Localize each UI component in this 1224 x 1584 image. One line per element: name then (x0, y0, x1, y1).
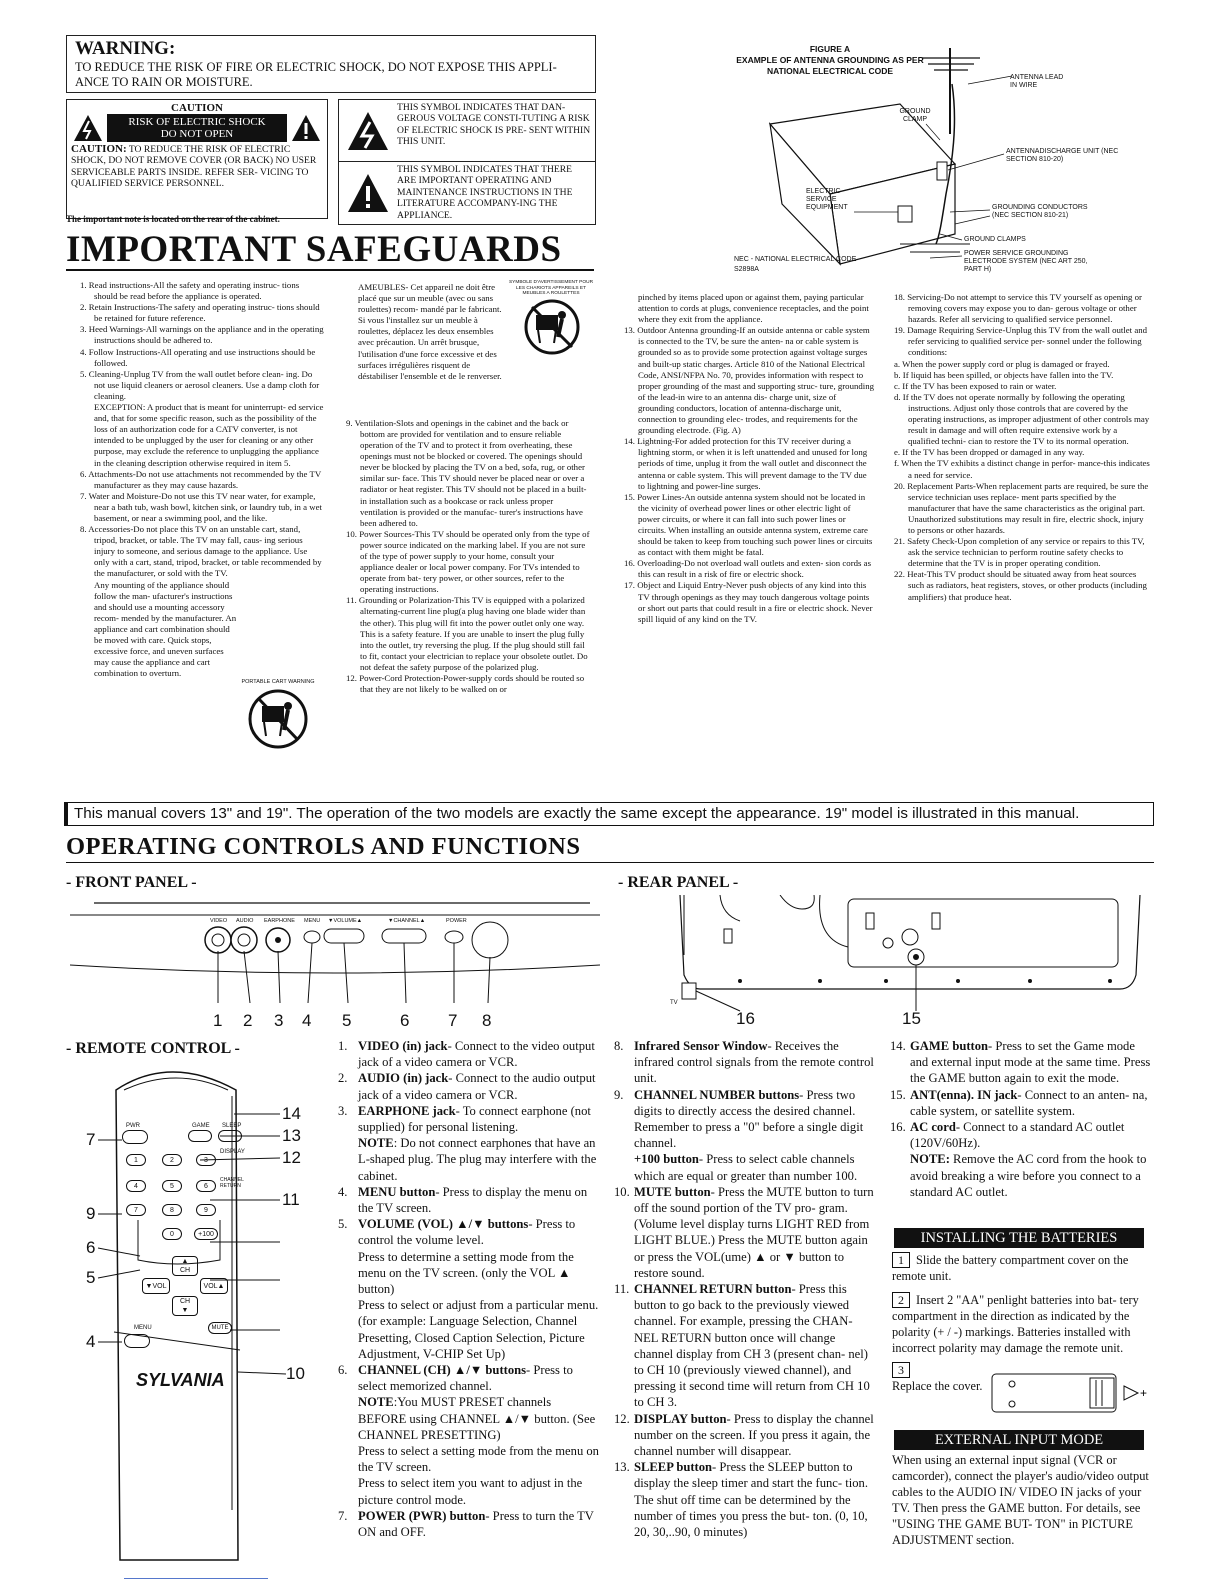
figure-subtitle1: EXAMPLE OF ANTENNA GROUNDING AS PER (736, 55, 924, 65)
remote-key-100[interactable]: +100 (194, 1228, 218, 1240)
function-item (614, 1038, 876, 1087)
safeguard-item: 2. Retain Instructions-The safety and operating instruc- tions should be retained for future reference. (80, 302, 320, 324)
remote-key-8[interactable]: 8 (162, 1204, 182, 1216)
rear-label-tv: TV (670, 1000, 678, 1006)
safeguard-item: 1. Read instructions-All the safety and operating instruc- tions should be read before the appliance is operated. (80, 280, 300, 302)
safeguard-item: 19. Damage Requiring Service-Unplug this TV from the wall outlet and refer servicing to qualified service per- sonnel under the following conditions: (894, 325, 1148, 358)
label-nec: NEC - NATIONAL ELECTRICAL CODE (734, 256, 857, 263)
remote-pwr-label: PWR (126, 1123, 140, 1129)
function-item-text: - Press to set the Game mode and external input mode at the same time. Press the GAME button again to exit the mode. (910, 1039, 1151, 1086)
caution-badge-line2: DO NOT OPEN (160, 128, 234, 140)
function-item-number: 8. (614, 1039, 624, 1053)
figure-title: FIGURE A (809, 44, 851, 54)
footer-link-line (124, 1578, 268, 1579)
safeguard-item: 18. Servicing-Do not attempt to service this TV yourself as opening or removing covers may expose you to dan- gerous voltage or other hazards. Refer all servicing to qualified service personnel. (894, 292, 1142, 325)
function-item-text: - Press to control the volume level. (358, 1217, 576, 1248)
function-item-number: 15. (890, 1087, 906, 1102)
safeguard-item: pinched by items placed upon or against them, paying particular attention to cords at plugs, convenience receptacles, and the point where they exit from the appliance. (638, 292, 869, 325)
remote-num-14: 14 (282, 1104, 301, 1123)
function-item (338, 1394, 600, 1443)
lightning-symbol-text: THIS SYMBOL INDICATES THAT DAN- GEROUS VOLTAGE CONSTI-TUTING A RISK OF ELECTRIC SHOCK IS PRE- SENT WITHIN THIS UNIT. (397, 102, 591, 148)
safeguard-item: d. If the TV does not operate normally by following the operating instructions. Adjust only those controls that are covered by the operating instructions, as improper adjustment of other controls may result in damage and will often require extensive work by a qualified techni- cian to restore the TV to its normal operation. (894, 391, 1150, 447)
rear-panel-diagram (640, 895, 1160, 1035)
front-label-power: POWER (446, 918, 467, 924)
function-item (338, 1475, 600, 1507)
function-item-name: NOTE (358, 1395, 394, 1410)
french-cart-figure (508, 280, 594, 362)
function-item-name: CHANNEL RETURN button (634, 1282, 792, 1297)
safeguard-item: 7. Water and Moisture-Do not use this TV near water, for example, near a bath tub, wash bowl, kitchen sink, or laundry tub, in a wet basement, or near a swimming pool, and the like. (80, 490, 322, 523)
front-num-2: 2 (243, 1011, 253, 1030)
functions-col3 (890, 1038, 1152, 1200)
function-item-text: - Press the SLEEP button to display the sleep timer and start the func- tion. The shut off time can be determined by the number of times you press the but- ton. (0, 10, 20, 30,..90, 0 minutes) (634, 1460, 868, 1540)
safeguard-item: 15. Power Lines-An outside antenna system should not be located in the vicinity of overhead power lines or other electric light of power circuits, or where it can fall into such power lines or circuits. When installing an outside antenna system, extreme care should be taken to keep from touching such power lines or circuits as contact with them might be fatal. (624, 491, 873, 558)
remote-game-button[interactable] (188, 1130, 212, 1142)
function-item-name: SLEEP button (634, 1460, 713, 1475)
label-figure-code: S2898A (734, 266, 759, 273)
battery-step-1 (892, 1252, 1148, 1284)
function-item-text: - Press to select cable channels which are equal or greater than number 100. (634, 1152, 858, 1183)
function-item-number: 2. (338, 1071, 348, 1086)
function-item-number: 16. (890, 1120, 906, 1135)
remote-key-2[interactable]: 2 (162, 1154, 182, 1166)
function-item-text: Press to determine a setting mode from the menu on the TV screen. (only the VOL ▲ button) (358, 1249, 574, 1297)
functions-col3-list (890, 1038, 1152, 1200)
cart-warning-label: PORTABLE CART WARNING (241, 679, 315, 685)
remote-key-3[interactable]: 3 (196, 1154, 216, 1166)
remote-diagram (80, 1060, 330, 1580)
function-item (614, 1411, 876, 1460)
remote-num-11: 11 (282, 1190, 300, 1209)
function-item-text: :You MUST PRESET channels BEFORE using CHANNEL ▲/▼ button. (See CHANNEL PRESETTING) (358, 1395, 596, 1442)
remote-num-7: 7 (86, 1130, 96, 1149)
exclamation-symbol-icon (346, 172, 390, 214)
function-item-name: Infrared Sensor Window (634, 1039, 768, 1053)
function-item-name: VOLUME (VOL) ▲/▼ buttons (358, 1217, 529, 1232)
safeguard-item-fr: AMEUBLES- Cet appareil ne doit être placé que sur un meuble (avec ou sans roulettes) recom- mandé par le fabricant. Si vous l'installez sur un meuble à roulettes, déplacez les deux ensembles avec précaution. Un arrêt brusque, l'utilisation d'une force excessive et des surfaces irrégulières risquent de déstabiliser l'ensemble et de le renverser. (358, 282, 502, 381)
front-num-5: 5 (342, 1011, 352, 1030)
remote-display-label: DISPLAY (220, 1149, 245, 1155)
function-item-text: - Receives the infrared control signals from the remote control unit. (634, 1039, 874, 1086)
safeguard-item: 9. Ventilation-Slots and openings in the cabinet and the back or bottom are provided for ventilation and to ensure reliable operation of the TV and to protect it from overheating, these openings must not be blocked or covered. The openings should never be blocked by placing the TV on a bed, sofa, rug, or other similar sur- face. This TV should never be placed near or over a radiator or heat register. This TV should not be placed in a built-in installation such as a bookcase or rack unless proper ventilation is provided or the manufac- turer's instructions have been adhered to. (346, 417, 587, 528)
safeguard-item: 4. Follow Instructions-All operating and use instructions should be followed. (80, 346, 316, 368)
safeguard-item: f. When the TV exhibits a distinct change in perfor- mance-this indicates a need for service. (894, 458, 1150, 480)
safeguards-col1 (80, 280, 324, 679)
symbol-row-exclaim (339, 162, 595, 224)
cart-warning-icon (248, 686, 308, 752)
function-item-number: 10. (614, 1184, 630, 1199)
remote-num-9: 9 (86, 1204, 96, 1223)
front-num-7: 7 (448, 1011, 458, 1030)
function-item-name: GAME button (910, 1039, 989, 1053)
safeguards-col4 (894, 292, 1150, 603)
function-item-number: 5. (338, 1217, 348, 1232)
remote-num-6: 6 (86, 1238, 96, 1257)
battery-step-2 (892, 1292, 1148, 1356)
remote-key-6[interactable]: 6 (196, 1180, 216, 1192)
function-item (338, 1216, 600, 1248)
function-item-number: 1. (338, 1039, 348, 1053)
remote-brand-logo: SYLVANIA (136, 1370, 225, 1390)
function-item (338, 1443, 600, 1475)
caution-box (66, 99, 328, 219)
front-label-menu: MENU (304, 918, 321, 924)
function-item-text: - Press to display the channel number on the screen. If you press it again, the channel number will disappear. (634, 1411, 874, 1459)
function-item-number: 7. (338, 1508, 348, 1523)
function-item-name: MENU button (358, 1184, 436, 1199)
safeguard-item: e. If the TV has been dropped or damaged in any way. (894, 447, 1085, 458)
function-item-number: 11. (614, 1282, 630, 1297)
safeguard-item: a. When the power supply cord or plug is damaged or frayed. (894, 358, 1110, 369)
remote-key-7[interactable]: 7 (126, 1204, 146, 1216)
function-item (614, 1087, 876, 1152)
manual-note-text: This manual covers 13" and 19". The operation of the two models are exactly the same except the appearance. 19" model is illustrated in this manual. (74, 805, 1080, 822)
lightning-triangle-icon (73, 114, 103, 142)
remote-key-4[interactable]: 4 (126, 1180, 146, 1192)
remote-num-12: 12 (282, 1148, 301, 1167)
front-label-earphone: EARPHONE (264, 918, 295, 924)
function-item-name: VIDEO (in) jack (358, 1039, 448, 1053)
label-grounding-conductors: GROUNDING CONDUCTORS (NEC SECTION 810-21) (992, 204, 1088, 219)
function-item (338, 1362, 600, 1394)
function-item (338, 1103, 600, 1135)
remote-key-9[interactable]: 9 (196, 1204, 216, 1216)
remote-num-13: 13 (282, 1126, 301, 1145)
svg-text:+: + (1140, 1386, 1148, 1400)
remote-num-10: 10 (286, 1364, 305, 1383)
function-item-text: - Connect to the audio output jack of a video camera or VCR. (358, 1071, 596, 1102)
function-item-number: 14. (890, 1039, 906, 1053)
symbol-row-lightning (339, 100, 595, 162)
safeguard-item: 11. Grounding or Polarization-This TV is equipped with a polarized alternating-current line plug(a plug having one blade wider than the other). This plug will fit into the power outlet only one way. This is a safety feature. If you are unable to insert the plug fully into the outlet, try reversing the plug. If the plug should still fail to fit, contact your electrician to replace your obsolete outlet. Do not defeat the safety purpose of the polarized plug. (346, 595, 588, 672)
safeguard-item: 21. Safety Check-Upon completion of any service or repairs to this TV, ask the service technician to perform routine safety checks to determine that the TV is in proper operating condition. (894, 536, 1145, 569)
remote-ch-up-label: CH (179, 1267, 191, 1274)
remote-key-1[interactable]: 1 (126, 1154, 146, 1166)
function-item (338, 1070, 600, 1102)
front-panel-diagram (70, 895, 600, 1035)
function-item-text: Press to select item you want to adjust in the picture control mode. (358, 1476, 583, 1507)
manual-note-bar (64, 802, 1154, 826)
safeguard-item: 6. Attachments-Do not use attachments not recommended by the TV manufacturer as they may cause hazards. (80, 468, 322, 490)
rear-panel-drawing (640, 895, 1160, 1015)
functions-col1-list (338, 1038, 600, 1540)
function-item (338, 1249, 600, 1298)
function-item-name: NOTE (358, 1136, 394, 1151)
caution-note: The important note is located on the rear of the cabinet. (66, 214, 280, 224)
label-discharge-unit: ANTENNADISCHARGE UNIT (NEC SECTION 810-20) (1006, 148, 1119, 163)
remote-chret-label: CHANNEL RETURN (220, 1177, 244, 1189)
safeguard-item: b. If liquid has been spilled, or objects have fallen into the TV. (894, 369, 1114, 380)
function-item-name: POWER (PWR) button (358, 1508, 486, 1523)
safeguard-item: 12. Power-Cord Protection-Power-supply cords should be routed so that they are not likely to be walked on or (346, 673, 585, 695)
function-item-name: CHANNEL NUMBER buttons (634, 1087, 800, 1102)
battery-cover-icon (990, 1370, 1150, 1416)
function-item-number: 3. (338, 1103, 348, 1118)
batteries-heading: INSTALLING THE BATTERIES (894, 1228, 1144, 1248)
function-item-text: Remove the AC cord from the hook to avoid breaking a wire before you connect to a standard AC outlet. (910, 1152, 1147, 1199)
function-item-text: - Press two digits to directly access the desired channel. Remember to press a "0" before a single digit channel. (634, 1087, 864, 1151)
safeguard-item: 3. Heed Warnings-All warnings on the appliance and in the operating instructions should be adhered to. (80, 324, 324, 346)
remote-menu-label: MENU (134, 1325, 152, 1331)
function-item (614, 1151, 876, 1183)
function-item (338, 1038, 600, 1070)
function-item-text: - Connect to the video output jack of a video camera or VCR. (358, 1039, 595, 1070)
function-item-text: - Press this button to go back to the previously viewed channel. For example, pressing the CHAN- NEL RETURN button once will change channel display from CH 3 (present chan- nel) to CH 10 (previously viewed channel), and pressing it second time will return from CH 10 to CH 3. (634, 1282, 870, 1410)
safeguard-item: 22. Heat-This TV product should be situated away from heat sources such as radiators, heat registers, stoves, or other products (including amplifiers) that produce heat. (894, 569, 1147, 602)
front-num-1: 1 (213, 1011, 223, 1030)
front-panel-heading: - FRONT PANEL - (66, 874, 197, 891)
functions-col2 (614, 1038, 876, 1540)
safeguard-item: 20. Replacement Parts-When replacement parts are required, be sure the service technician uses replace- ment parts specified by the manufacturer that have the same characteristics as the original part. Unauthorized substitutions may result in fire, electric shock, injury to persons or other hazards. (894, 480, 1149, 535)
warning-title: WARNING: (75, 38, 176, 59)
functions-col2-list (614, 1038, 876, 1540)
symbol-box (338, 99, 596, 225)
warning-text: TO REDUCE THE RISK OF FIRE OR ELECTRIC SHOCK, DO NOT EXPOSE THIS APPLI- ANCE TO RAIN OR MOISTURE. (75, 60, 557, 89)
front-num-8: 8 (482, 1011, 492, 1030)
remote-mute-button[interactable]: MUTE (208, 1322, 232, 1334)
remote-ch-down-button[interactable]: CH ▼ (172, 1296, 198, 1316)
caution-badge-line1: RISK OF ELECTRIC SHOCK (128, 116, 266, 128)
label-ground-clamp: GROUND CLAMP (899, 108, 931, 123)
function-item-text: Press to select a setting mode from the menu on the TV screen. (358, 1444, 599, 1475)
warning-box (66, 35, 596, 93)
front-num-6: 6 (400, 1011, 410, 1030)
front-label-channel: ▼CHANNEL▲ (388, 918, 426, 924)
label-power-service: POWER SERVICE GROUNDING ELECTRODE SYSTEM (NEC ART 250, PART H) (964, 250, 1088, 273)
function-item (614, 1281, 876, 1411)
french-cart-label: SYMBOLE D'AVERTISSEMENT POUR LES CHARIOTS APPAREILS ET MEUBLES A ROULETTES (508, 280, 594, 296)
front-num-3: 3 (274, 1011, 284, 1030)
function-item (890, 1119, 1152, 1151)
function-item (890, 1087, 1152, 1119)
caution-badge (107, 114, 287, 142)
label-ground-clamps: GROUND CLAMPS (964, 236, 1026, 243)
remote-heading: - REMOTE CONTROL - (66, 1040, 240, 1057)
function-item-name: DISPLAY button (634, 1411, 727, 1426)
function-item-text: - Connect to an anten- na, cable system, or satellite system. (910, 1087, 1148, 1118)
function-item-text: : Do not connect earphones that have an L-shaped plug. The plug may interfere with the cabinet. (358, 1136, 597, 1183)
safeguards-title: IMPORTANT SAFEGUARDS (66, 229, 562, 270)
battery-step-2-num: 2 (892, 1292, 910, 1308)
caution-text: TO REDUCE THE RISK OF ELECTRIC SHOCK, DO NOT REMOVE COVER (OR BACK) NO USER SERVICEABLE PARTS INSIDE. REFER SER- VICING TO QUALIFIED SERVICE PERSONNEL. (71, 144, 317, 190)
caution-badge-row (67, 114, 327, 142)
remote-game-label: GAME (192, 1123, 210, 1129)
label-antenna-lead-in: ANTENNA LEAD IN WIRE (1010, 74, 1064, 89)
safeguard-item: Any mounting of the appliance should follow the man- ufacturer's instructions and should use a mounting accessory recom- mended by the manufacturer. An appliance and cart combination should be moved with care. Quick stops, excessive force, and uneven surfaces may cause the appliance and cart combination to overturn. (94, 579, 237, 679)
remote-vol-up-button[interactable]: VOL▲ (200, 1278, 228, 1294)
front-label-video: VIDEO (210, 918, 228, 924)
remote-key-5[interactable]: 5 (162, 1180, 182, 1192)
safeguard-item: 5. Cleaning-Unplug TV from the wall outlet before clean- ing. Do not use liquid cleaners or aerosol cleaners. Use a damp cloth for cleaning. (80, 368, 320, 401)
battery-step-1-text: Slide the battery compartment cover on the remote unit. (892, 1253, 1129, 1283)
function-item-text: - Connect to a standard AC outlet (120V/60Hz). (910, 1120, 1125, 1151)
front-label-audio: AUDIO (236, 918, 254, 924)
battery-step-1-num: 1 (892, 1252, 910, 1268)
safeguard-item: 17. Object and Liquid Entry-Never push objects of any kind into this TV through openings as they may touch dangerous voltage points or short out parts that could result in a fire or electric shock. Never spill liquid of any kind on the TV. (624, 580, 873, 624)
function-item-number: 9. (614, 1087, 624, 1102)
external-heading: EXTERNAL INPUT MODE (894, 1430, 1144, 1450)
function-item-name: AUDIO (in) jack (358, 1071, 449, 1086)
function-item-text: - Press to select memorized channel. (358, 1363, 573, 1394)
safeguard-item: 10. Power Sources-This TV should be operated only from the type of power source indicated on the marking label. If you are not sure of the type of power supply to your home, consult your appliance dealer or local power company. For TVs intended to operate from bat- tery power, or other sources, refer to the operating instructions. (346, 528, 590, 595)
function-item-name: ANT(enna). IN jack (910, 1087, 1018, 1102)
remote-key-0[interactable]: 0 (162, 1228, 182, 1240)
rear-panel-heading: - REAR PANEL - (618, 874, 739, 891)
operating-rule (66, 862, 1154, 863)
front-panel-drawing (70, 895, 600, 1005)
function-item (890, 1151, 1152, 1200)
caution-heading: CAUTION (171, 102, 223, 114)
function-item (338, 1135, 600, 1184)
function-item-text: - Press to turn the TV ON and OFF. (358, 1508, 594, 1540)
figure-subtitle2: NATIONAL ELECTRICAL CODE (766, 66, 894, 76)
remote-ch-up-button[interactable]: ▲ CH (172, 1256, 198, 1276)
french-cart-icon (522, 297, 582, 357)
function-item-text: - To connect earphone (not supplied) for personal listening. (358, 1103, 591, 1135)
function-item-name: EARPHONE jack (358, 1103, 456, 1118)
safeguards-rule (66, 269, 594, 271)
lightning-symbol-icon (346, 110, 390, 152)
exclaim-symbol-text: THIS SYMBOL INDICATES THAT THERE ARE IMPORTANT OPERATING AND MAINTENANCE INSTRUCTIONS IN THE LITERATURE ACCOMPANY-ING THE APPLIANCE. (397, 164, 573, 221)
function-item (338, 1297, 600, 1362)
remote-menu-button[interactable] (124, 1334, 150, 1348)
remote-sleep-button[interactable] (218, 1130, 242, 1142)
remote-vol-down-button[interactable]: ▼VOL (142, 1278, 170, 1294)
function-item-name: +100 button (634, 1152, 699, 1167)
front-label-volume: ▼VOLUME▲ (328, 918, 363, 924)
front-num-4: 4 (302, 1011, 312, 1030)
safeguards-col3 (624, 292, 874, 625)
remote-pwr-button[interactable] (122, 1130, 148, 1144)
function-item-text: - Press the MUTE button to turn off the sound portion of the TV pro- gram. (Volume level display turns LIGHT RED from LIGHT BLUE.) Press the MUTE button again or press the VOL(ume) ▲ or ▼ button to restore sound. (634, 1184, 874, 1280)
safeguard-item: 8. Accessories-Do not place this TV on an unstable cart, stand, tripod, bracket, or table. The TV may fall, caus- ing serious injury to someone, and serious damage to the appliance. Use only with a cart, stand, tripod, bracket, or table recommended by the manufacturer, or sold with the TV. (80, 524, 322, 579)
battery-step-3-num: 3 (892, 1362, 910, 1378)
battery-step-2-text: Insert 2 "AA" penlight batteries into bat- tery compartment in the direction as indicated by the polarity (+ / -) markings. Batteries installed with incorrect polarity may damage the remote unit. (892, 1293, 1139, 1355)
operating-title: OPERATING CONTROLS AND FUNCTIONS (66, 833, 581, 860)
function-item-number: 4. (338, 1184, 348, 1199)
function-item-number: 12. (614, 1411, 630, 1426)
remote-num-5: 5 (86, 1268, 96, 1287)
caution-label: CAUTION: (71, 143, 127, 155)
functions-col1 (338, 1038, 600, 1540)
safeguard-item: c. If the TV has been exposed to rain or water. (894, 380, 1057, 391)
function-item (890, 1038, 1152, 1087)
function-item-text: Press to select or adjust from a particular menu. (for example: Language Selection, Channel Presetting, Closed Caption Selection, Picture Adjustment, V-CHIP Set Up) (358, 1298, 599, 1361)
safeguard-item: 16. Overloading-Do not overload wall outlets and exten- sion cords as this can result in a risk of fire or electric shock. (624, 558, 871, 580)
label-electric-service: ELECTRIC SERVICE EQUIPMENT (806, 188, 848, 211)
external-text: When using an external input signal (VCR or camcorder), connect the player's audio/video output cables to the AUDIO IN/ VIDEO IN jacks of your TV. Then press the GAME button. For details, see "USING THE GAME BUT- TON" in PICTURE ADJUSTMENT section. (892, 1453, 1149, 1547)
safeguard-item: 14. Lightning-For added protection for this TV receiver during a lightning storm, or when it is left unattended and unused for long periods of time, unplug it from the wall outlet and disconnect the antenna or cable system. This will prevent damage to the TV due to lightning and power-line surges. (624, 436, 868, 491)
caution-text-block (67, 142, 327, 192)
function-item-name: MUTE button (634, 1184, 711, 1199)
function-item (614, 1184, 876, 1281)
remote-ch-down-label: CH (179, 1298, 191, 1305)
function-item-name: AC cord (910, 1120, 956, 1135)
function-item (338, 1508, 600, 1540)
function-item-name: CHANNEL (CH) ▲/▼ buttons (358, 1363, 527, 1378)
remote-num-4: 4 (86, 1332, 96, 1351)
function-item-name: NOTE: (910, 1152, 950, 1167)
function-item-text: - Press to display the menu on the TV screen. (358, 1184, 588, 1216)
function-item (338, 1184, 600, 1216)
exclamation-triangle-icon (291, 114, 321, 142)
rear-num-16: 16 (736, 1009, 755, 1028)
battery-step-3-text: Replace the cover. (892, 1379, 983, 1393)
function-item (614, 1459, 876, 1540)
figure-a (700, 44, 1120, 284)
safeguard-item: 13. Outdoor Antenna grounding-If an outside antenna or cable system is connected to the TV, be sure the anten- na or cable system is grounded so as to provide some protection against voltage surges and built-up static charges. Article 810 of the National Electrical Code, ANSI/NFPA No. 70, provides information with respect to proper grounding of the mast and supporting struc- ture, grounding of the lead-in wire to an antenna dis- charge unit, size of grounding conductors, location of antenna-discharge unit, connection to grounding elec- trodes, and requirements for the grounding electrode. (Fig. A) (624, 325, 875, 436)
cart-warning-figure (232, 678, 324, 757)
rear-num-15: 15 (902, 1009, 921, 1028)
function-item-number: 6. (338, 1363, 348, 1378)
function-item-number: 13. (614, 1460, 630, 1475)
remote-sleep-label: SLEEP (222, 1123, 242, 1129)
safeguard-item: EXCEPTION: A product that is meant for uninterrupt- ed service and, that for some specific reason, such as the possibility of the loss of an authorization code for a CATV converter, is not intended to be unplugged by the user for cleaning or any other purpose, may exclude the reference to unplugging the appliance in the cleaning description otherwise required in item 5. (94, 402, 324, 468)
